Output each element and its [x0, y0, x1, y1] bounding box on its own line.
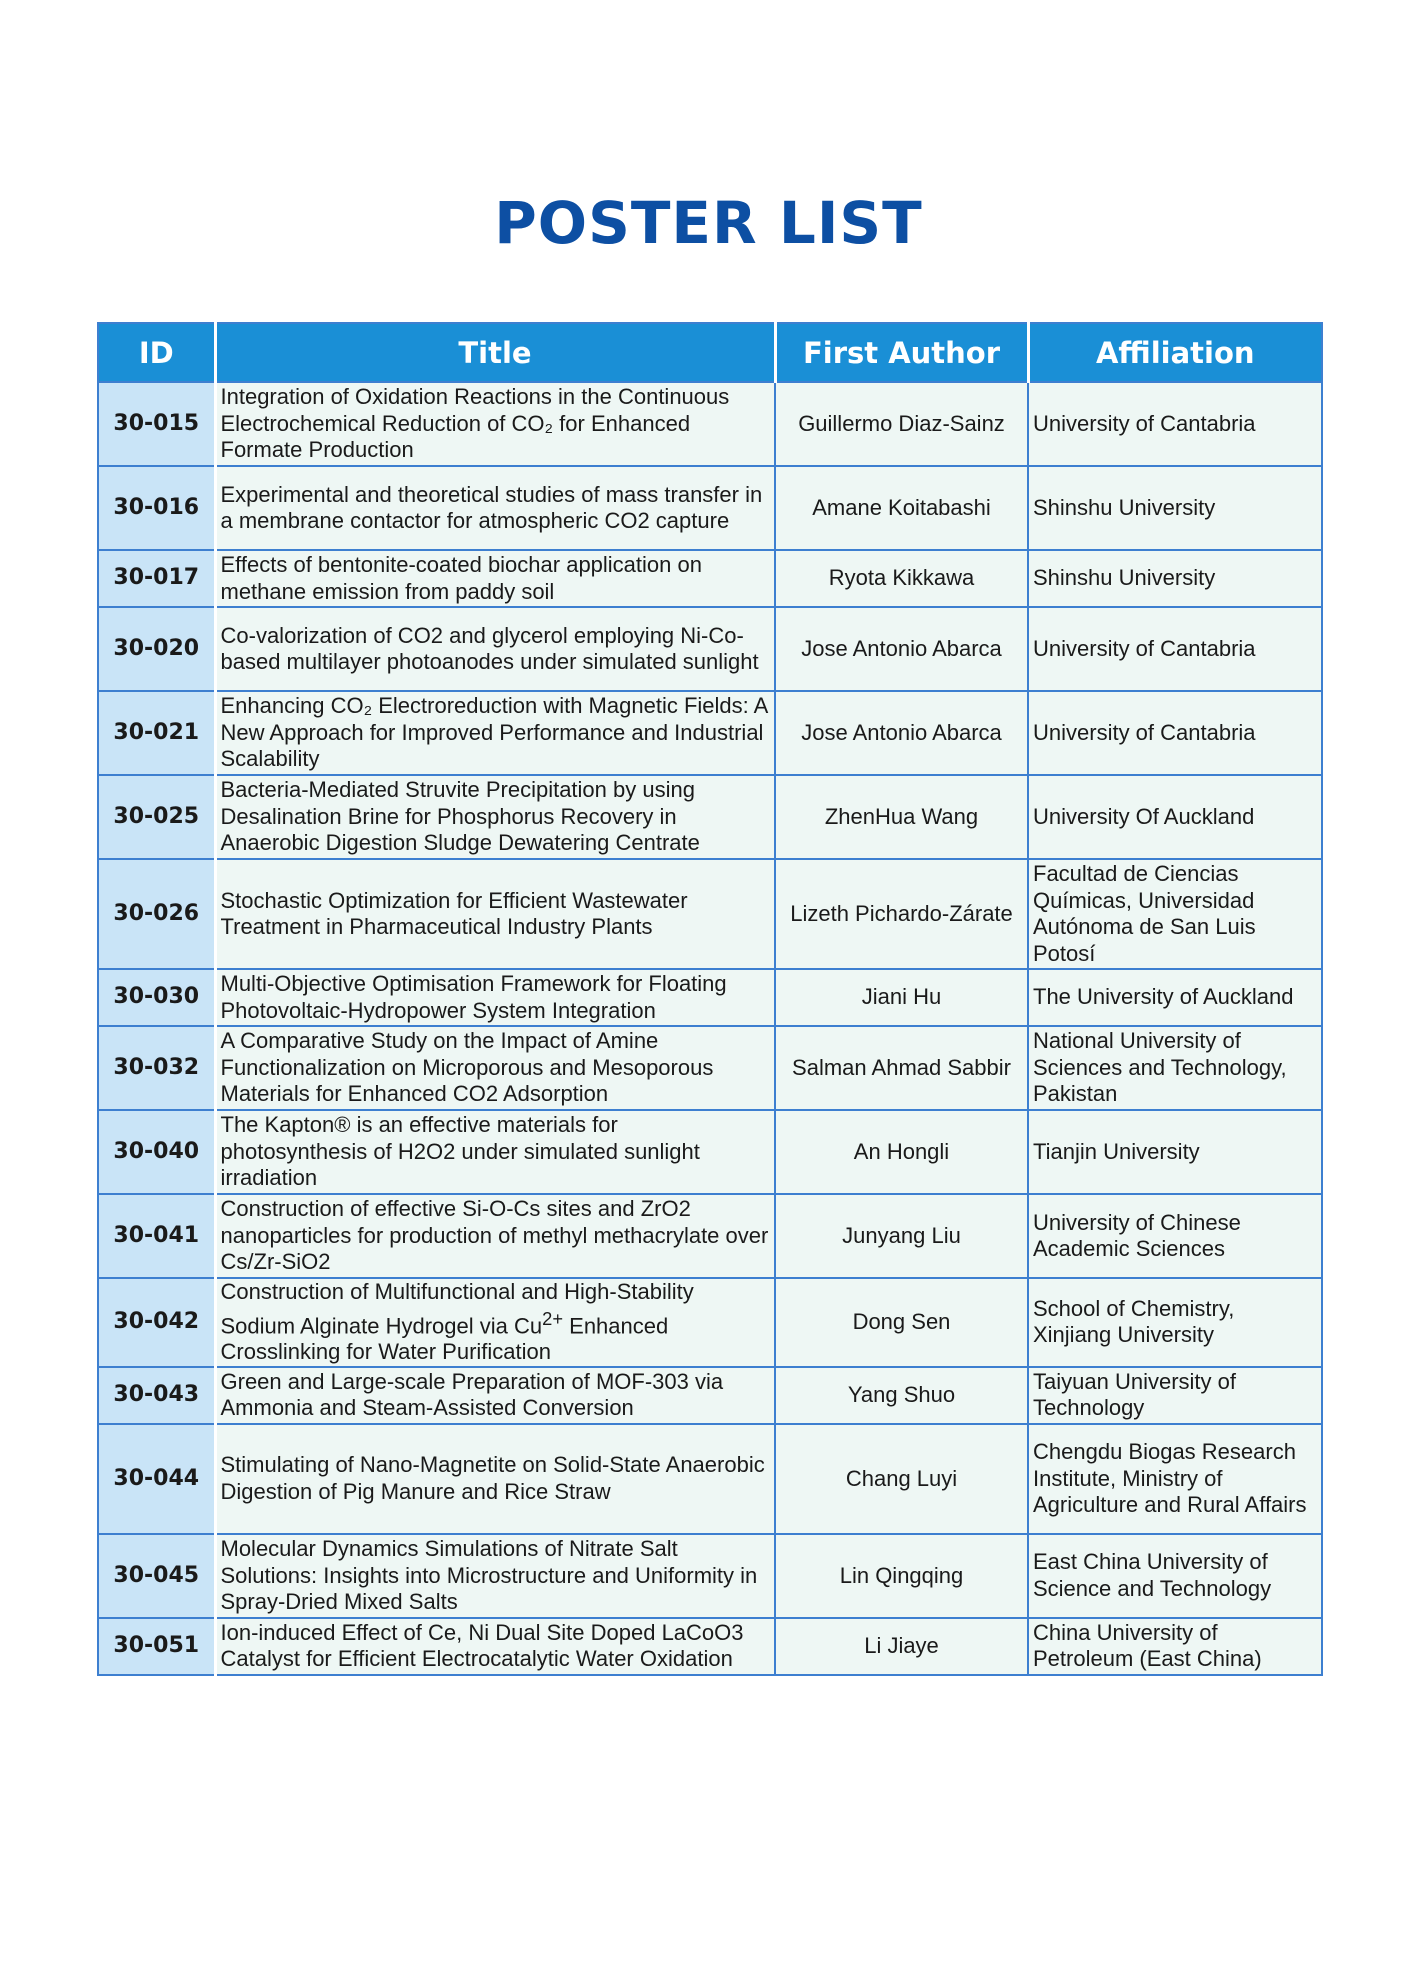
poster-title-cell: [215, 550, 775, 607]
poster-id-cell: 30-026: [98, 859, 215, 969]
poster-title-cell: [215, 859, 775, 969]
first-author-cell: Lin Qingqing: [775, 1534, 1028, 1618]
title-text: Effects of bentonite-coated biochar application on methane emission from paddy soil: [220, 552, 702, 604]
first-author-cell: Jiani Hu: [775, 969, 1028, 1026]
title-text: Bacteria-Mediated Struvite Precipitation by using Desalination Brine for Phosphorus Recovery in Anaerobic Digestion Sludge Dewatering Centrate: [220, 777, 700, 856]
table-row: [98, 969, 1322, 1026]
affiliation-cell: East China University of Science and Technology: [1028, 1534, 1322, 1618]
table-body: [98, 382, 1322, 1675]
first-author-cell: Amane Koitabashi: [775, 466, 1028, 550]
poster-id-cell: 30-051: [98, 1618, 215, 1675]
column-header-title: Title: [215, 323, 775, 382]
first-author-cell: Lizeth Pichardo-Zárate: [775, 859, 1028, 969]
affiliation-cell: University Of Auckland: [1028, 775, 1322, 859]
column-header-affiliation: Affiliation: [1028, 323, 1322, 382]
poster-id-cell: 30-044: [98, 1424, 215, 1534]
affiliation-cell: Shinshu University: [1028, 550, 1322, 607]
title-text: Integration of Oxidation Reactions in the Continuous Electrochemical Reduction of CO₂ for Enhanced Formate Production: [220, 384, 730, 463]
first-author-cell: Li Jiaye: [775, 1618, 1028, 1675]
title-text: A Comparative Study on the Impact of Amine Functionalization on Microporous and Mesoporous Materials for Enhanced CO2 Adsorption: [220, 1028, 714, 1107]
poster-title-cell: [215, 1278, 775, 1367]
column-header-first-author: First Author: [775, 323, 1028, 382]
first-author-cell: Jose Antonio Abarca: [775, 607, 1028, 691]
title-text: Enhancing CO₂ Electroreduction with Magnetic Fields: A New Approach for Improved Performance and Industrial Scalability: [220, 693, 768, 772]
poster-id-cell: 30-043: [98, 1367, 215, 1424]
table-row: [98, 859, 1322, 969]
table-row: [98, 382, 1322, 466]
table-row: [98, 1534, 1322, 1618]
table-row: [98, 1278, 1322, 1367]
title-text: Molecular Dynamics Simulations of Nitrate Salt Solutions: Insights into Microstructure and Uniformity in Spray-Dried Mixed Salts: [220, 1536, 758, 1615]
poster-title-cell: [215, 1367, 775, 1424]
title-text: Experimental and theoretical studies of mass transfer in a membrane contactor for atmospheric CO2 capture: [220, 481, 763, 533]
title-text: Enhanced Crosslinking for Water Purification: [220, 1312, 669, 1365]
affiliation-cell: Shinshu University: [1028, 466, 1322, 550]
affiliation-cell: Chengdu Biogas Research Institute, Ministry of Agriculture and Rural Affairs: [1028, 1424, 1322, 1534]
affiliation-cell: Facultad de Ciencias Químicas, Universidad Autónoma de San Luis Potosí: [1028, 859, 1322, 969]
table-row: [98, 775, 1322, 859]
poster-title-cell: [215, 1424, 775, 1534]
poster-id-cell: 30-021: [98, 691, 215, 775]
table-row: [98, 1194, 1322, 1278]
first-author-cell: Chang Luyi: [775, 1424, 1028, 1534]
poster-id-cell: 30-042: [98, 1278, 215, 1367]
poster-id-cell: 30-015: [98, 382, 215, 466]
poster-table: [97, 322, 1323, 1676]
affiliation-cell: Tianjin University: [1028, 1110, 1322, 1194]
table-row: [98, 466, 1322, 550]
title-text: Construction of Multifunctional and High-Stability Sodium Alginate Hydrogel via Cu: [220, 1279, 694, 1338]
first-author-cell: Jose Antonio Abarca: [775, 691, 1028, 775]
affiliation-cell: University of Cantabria: [1028, 607, 1322, 691]
poster-id-cell: 30-041: [98, 1194, 215, 1278]
table-row: [98, 1110, 1322, 1194]
first-author-cell: Guillermo Diaz-Sainz: [775, 382, 1028, 466]
table-row: [98, 1618, 1322, 1675]
affiliation-cell: University of Cantabria: [1028, 382, 1322, 466]
page-title: POSTER LIST: [494, 189, 923, 257]
title-text: Construction of effective Si-O-Cs sites and ZrO2 nanoparticles for production of methyl methacrylate over Cs/Zr-SiO2: [220, 1196, 769, 1275]
first-author-cell: Junyang Liu: [775, 1194, 1028, 1278]
table-row: [98, 691, 1322, 775]
table-row: [98, 1026, 1322, 1110]
affiliation-cell: The University of Auckland: [1028, 969, 1322, 1026]
poster-title-cell: [215, 607, 775, 691]
poster-id-cell: 30-032: [98, 1026, 215, 1110]
first-author-cell: Salman Ahmad Sabbir: [775, 1026, 1028, 1110]
poster-id-cell: 30-017: [98, 550, 215, 607]
poster-title-cell: [215, 382, 775, 466]
table-row: [98, 607, 1322, 691]
poster-title-cell: [215, 1026, 775, 1110]
affiliation-cell: National University of Sciences and Technology, Pakistan: [1028, 1026, 1322, 1110]
affiliation-cell: China University of Petroleum (East China): [1028, 1618, 1322, 1675]
title-text: The Kapton® is an effective materials for photosynthesis of H2O2 under simulated sunlight irradiation: [220, 1112, 700, 1191]
title-text: Green and Large-scale Preparation of MOF-303 via Ammonia and Steam-Assisted Conversion: [220, 1368, 724, 1421]
poster-id-cell: 30-045: [98, 1534, 215, 1618]
title-text: Co-valorization of CO2 and glycerol employing Ni-Co-based multilayer photoanodes under simulated sunlight: [220, 622, 759, 674]
poster-id-cell: 30-040: [98, 1110, 215, 1194]
first-author-cell: Yang Shuo: [775, 1367, 1028, 1424]
first-author-cell: Dong Sen: [775, 1278, 1028, 1367]
first-author-cell: An Hongli: [775, 1110, 1028, 1194]
poster-id-cell: 30-030: [98, 969, 215, 1026]
title-text: Multi-Objective Optimisation Framework for Floating Photovoltaic-Hydropower System Integration: [220, 971, 727, 1023]
table-header-row: [98, 323, 1322, 382]
title-superscript: 2+: [542, 1307, 564, 1329]
poster-id-cell: 30-025: [98, 775, 215, 859]
title-text: Stimulating of Nano-Magnetite on Solid-State Anaerobic Digestion of Pig Manure and Rice Straw: [220, 1452, 765, 1504]
poster-id-cell: 30-020: [98, 607, 215, 691]
poster-title-cell: [215, 1194, 775, 1278]
first-author-cell: ZhenHua Wang: [775, 775, 1028, 859]
poster-title-cell: [215, 775, 775, 859]
poster-id-cell: 30-016: [98, 466, 215, 550]
affiliation-cell: University of Chinese Academic Sciences: [1028, 1194, 1322, 1278]
poster-title-cell: [215, 691, 775, 775]
affiliation-cell: School of Chemistry, Xinjiang University: [1028, 1278, 1322, 1367]
poster-title-cell: [215, 466, 775, 550]
affiliation-cell: Taiyuan University of Technology: [1028, 1367, 1322, 1424]
title-text: Stochastic Optimization for Efficient Wastewater Treatment in Pharmaceutical Industry Plants: [220, 887, 688, 939]
table-row: [98, 1424, 1322, 1534]
title-text: Ion-induced Effect of Ce, Ni Dual Site Doped LaCoO3 Catalyst for Efficient Electrocatalytic Water Oxidation: [220, 1619, 744, 1672]
poster-title-cell: [215, 1110, 775, 1194]
affiliation-cell: University of Cantabria: [1028, 691, 1322, 775]
table-row: [98, 1367, 1322, 1424]
poster-title-cell: [215, 1618, 775, 1675]
poster-title-cell: [215, 969, 775, 1026]
column-header-id: ID: [98, 323, 215, 382]
first-author-cell: Ryota Kikkawa: [775, 550, 1028, 607]
poster-title-cell: [215, 1534, 775, 1618]
table-row: [98, 550, 1322, 607]
